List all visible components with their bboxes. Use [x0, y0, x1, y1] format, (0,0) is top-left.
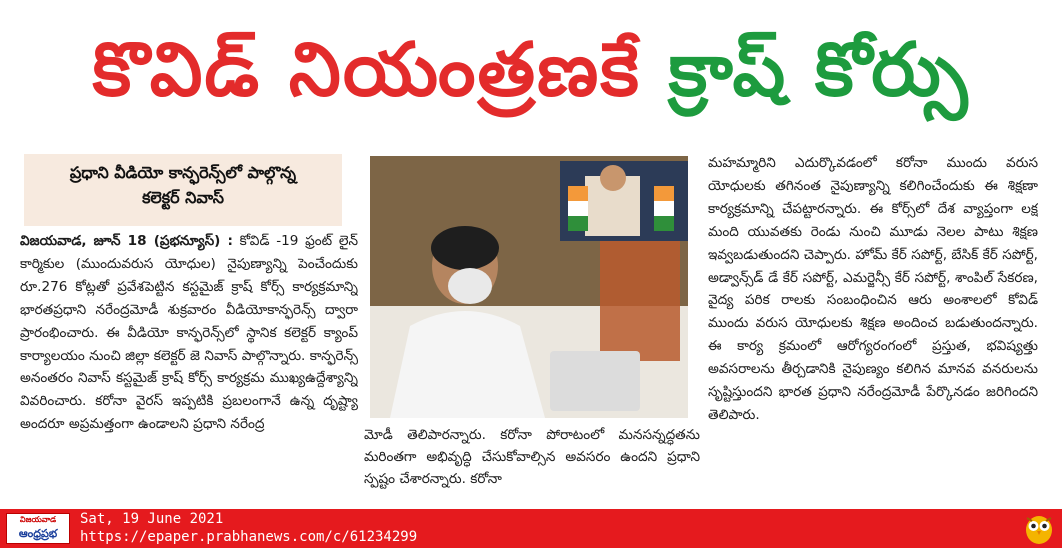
article-photo: [370, 156, 688, 418]
headline-part-green: క్రాష్ కోర్సు: [668, 27, 970, 113]
headline-part-red: కొవిడ్ నియంత్రణకే: [92, 27, 669, 113]
logo-edition: విజయవాడ: [19, 515, 57, 524]
article-col1-text: కోవిడ్ -19 ఫ్రంట్ లైన్ కార్మికుల (ముందువరుస యోధుల) నైపుణ్యాన్ని పెంచేందుకు రూ.276 కోట్లతో ప్రవేశపెట్టిన కస్టమైజ్ క్రాష్ కోర్స్ కార్యక్రమాన్ని భారతప్రధాని నరేంద్రమోడీ శుక్రవారం వీడియోకాన్ఫరెన్స్ ద్వారా ప్రారంభించారు. ఈ వీడియో కాన్ఫరెన్స్‌లో స్థానిక కలెక్టర్ క్యాంప్ కార్యాలయం నుంచి జిల్లా కలెక్టర్ జె నివాస్ పాల్గొన్నారు. కాన్ఫరెన్స్ అనంతరం నివాస్ కస్టమైజ్ క్రాష్ కోర్స్ కార్యక్రమ ముఖ్యఉద్దేశ్యాన్ని వివరించారు. కరోనా వైరస్ ఇప్పటికి ప్రబలంగానే ఉన్న దృష్ట్యా అందరూ అప్రమత్తంగా ఉండాలని ప్రధాని నరేంద్ర: [20, 233, 358, 433]
logo-title: ఆంధ్రప్రభ: [18, 527, 58, 540]
photo-caption: మోడీ తెలిపారన్నారు. కరోనా పోరాటంలో మనసన్నద్ధతను మరింతగా అభివృద్ధి చేసుకోవాల్సిన అవసరం ఉందని ప్రధాని స్పష్టం చేశారన్నారు. కరోనా: [364, 427, 700, 487]
photo-illustration: [370, 156, 688, 418]
publish-date: Sat, 19 June 2021: [80, 511, 224, 527]
article-col3-text: మహమ్మారిని ఎదుర్కొవడంలో కరోనా ముందు వరుస యోధులకు తగినంత నైపుణ్యాన్ని కలిగించేందుకు ఈ శిక్షణా కార్యక్రమాన్ని చేపట్టారన్నారు. ఈ కోర్స్‌లో దేశ వ్యాప్తంగా లక్ష మంది యువతకు రెండు నుంచి మూడు నెలల పాటు శిక్షణ ఇవ్వబడుతుందని చెప్పారు. హోమ్ కేర్ సపోర్ట్, బేసిక్ కేర్ సపోర్ట్, అడ్వాన్స్‌డ్ డే కేర్ సపోర్ట్, ఎమర్జెన్సీ కేర్ సపోర్ట్, శాంపిల్ సేకరణ, వైద్య పరిక రాలకు సంబంధించిన ఆరు అంశాలలో కోవిడ్ ముందు వరుస యోధులకు శిక్షణ అందించ బడుతుందన్నారు. ఈ కార్య క్రమంలో ఆరోగ్యరంగంలో ప్రస్తుత, భవిష్యత్తు అవసరాలను తీర్చడానికి నైపుణ్యం కలిగిన మానవ వనరులను సృష్టిస్తుందని భారత ప్రధాని నరేంద్రమోడీ పేర్కొనడం జరిగిందని తెలిపారు.: [708, 155, 1038, 423]
owl-icon: [1024, 512, 1054, 545]
epaper-link[interactable]: https://epaper.prabhanews.com/c/61234299: [80, 529, 418, 545]
article-column-3: [708, 152, 1038, 500]
newspaper-logo: [6, 513, 70, 544]
article-dateline: విజయవాడ, జూన్ 18 (ప్రభన్యూస్) :: [20, 233, 233, 249]
footer-bar: [0, 509, 1062, 548]
subheading: [24, 154, 342, 226]
article-column-1: [20, 230, 358, 506]
subheading-line1: ప్రధాని వీడియో కాన్ఫరెన్స్‌లో పాల్గొన్న: [69, 163, 297, 182]
subheading-line2: కలెక్టర్ నివాస్: [142, 188, 224, 207]
headline: [0, 0, 1062, 140]
